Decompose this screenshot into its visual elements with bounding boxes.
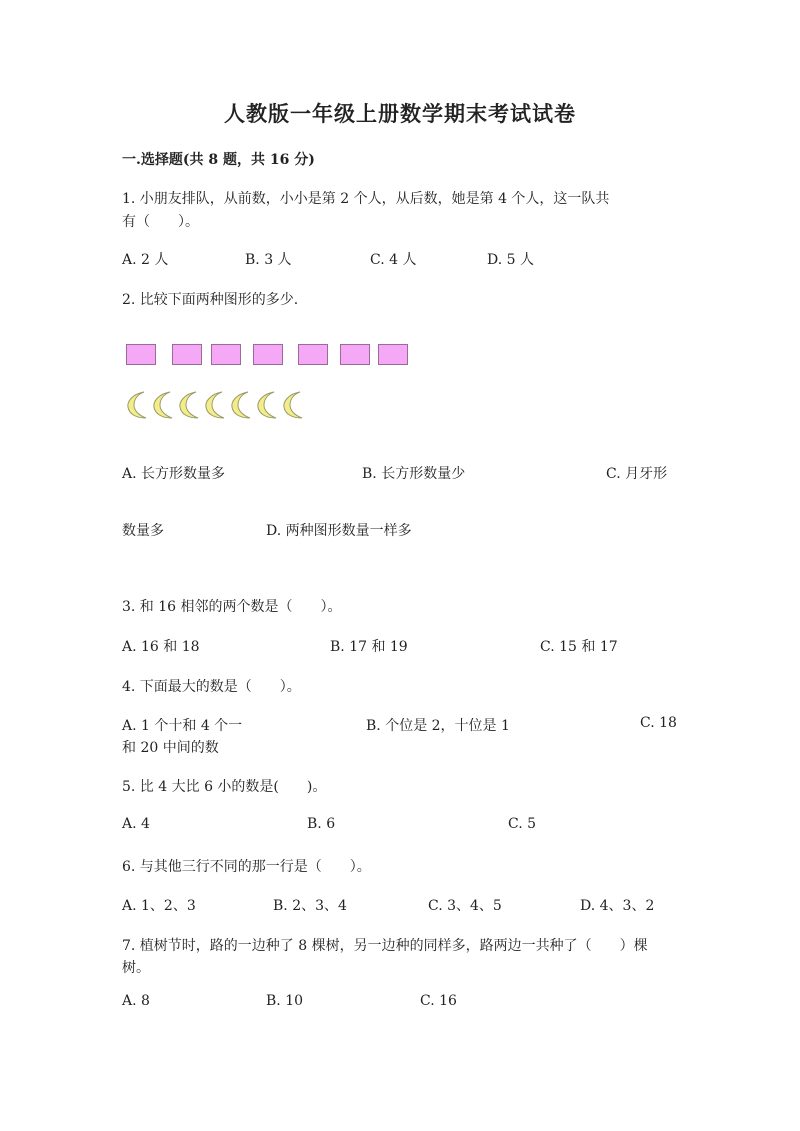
question-2-option-a[interactable]: A. 长方形数量多 [122, 466, 226, 482]
question-3-stem: 3. 和 16 相邻的两个数是（ ）。 [122, 599, 342, 615]
question-1-stem-line1: 1. 小朋友排队，从前数，小小是第 2 个人，从后数，她是第 4 个人，这一队共 [122, 191, 610, 207]
question-2-stem: 2. 比较下面两种图形的多少. [122, 292, 299, 308]
question-1-stem-line2: 有（ ）。 [122, 214, 199, 230]
rectangle-shape [340, 344, 370, 365]
question-7-option-b[interactable]: B. 10 [266, 993, 304, 1009]
question-3-option-b[interactable]: B. 17 和 19 [330, 639, 408, 655]
question-6-option-c[interactable]: C. 3、4、5 [428, 898, 502, 914]
question-1-option-c[interactable]: C. 4 人 [370, 252, 417, 268]
question-2-option-b[interactable]: B. 长方形数量少 [362, 466, 466, 482]
rectangle-shape [298, 344, 328, 365]
question-4-option-b[interactable]: B. 个位是 2，十位是 1 [366, 718, 510, 734]
question-3-option-c[interactable]: C. 15 和 17 [540, 639, 618, 655]
crescent-moon-icon [202, 390, 228, 420]
question-5-option-c[interactable]: C. 5 [508, 816, 537, 832]
crescent-moon-icon [124, 390, 150, 420]
question-1-option-b[interactable]: B. 3 人 [245, 252, 292, 268]
question-4-option-c[interactable]: C. 18 [640, 715, 677, 731]
crescent-moon-icon [254, 390, 280, 420]
crescent-moon-icon [150, 390, 176, 420]
question-4-option-c-continued: 和 20 中间的数 [122, 740, 219, 756]
crescent-moon-icon [280, 390, 306, 420]
question-1-option-d[interactable]: D. 5 人 [487, 252, 534, 268]
question-1-option-a[interactable]: A. 2 人 [122, 252, 169, 268]
rectangle-shape [378, 344, 408, 365]
rectangle-shape [211, 344, 241, 365]
question-6-stem: 6. 与其他三行不同的那一行是（ ）。 [122, 859, 371, 875]
rectangle-shape [172, 344, 202, 365]
crescent-moon-icon [176, 390, 202, 420]
crescent-moon-icon [228, 390, 254, 420]
question-6-option-b[interactable]: B. 2、3、4 [273, 898, 347, 914]
question-5-option-b[interactable]: B. 6 [307, 816, 336, 832]
section-heading: 一.选择题(共 8 题，共 16 分) [122, 152, 315, 168]
question-6-option-a[interactable]: A. 1、2、3 [122, 898, 196, 914]
question-7-stem-line1: 7. 植树节时，路的一边种了 8 棵树，另一边种的同样多，路两边一共种了（ ）棵 [122, 938, 648, 954]
question-7-stem-line2: 树。 [122, 960, 150, 976]
rectangle-shape [253, 344, 283, 365]
question-6-option-d[interactable]: D. 4、3、2 [580, 898, 655, 914]
rectangle-shape [126, 344, 156, 365]
question-5-stem: 5. 比 4 大比 6 小的数是( )。 [122, 779, 327, 795]
question-7-option-a[interactable]: A. 8 [122, 993, 150, 1009]
question-4-option-a[interactable]: A. 1 个十和 4 个一 [122, 718, 243, 734]
question-7-option-c[interactable]: C. 16 [420, 993, 457, 1009]
shapes-figure [122, 342, 422, 422]
question-3-option-a[interactable]: A. 16 和 18 [122, 639, 200, 655]
question-2-option-c-continued: 数量多 [122, 523, 164, 539]
question-2-option-c[interactable]: C. 月牙形 [606, 466, 668, 482]
question-2-option-d[interactable]: D. 两种图形数量一样多 [266, 523, 412, 539]
question-4-stem: 4. 下面最大的数是（ ）。 [122, 679, 301, 695]
exam-title: 人教版一年级上册数学期末考试试卷 [224, 101, 576, 126]
question-5-option-a[interactable]: A. 4 [122, 816, 150, 832]
